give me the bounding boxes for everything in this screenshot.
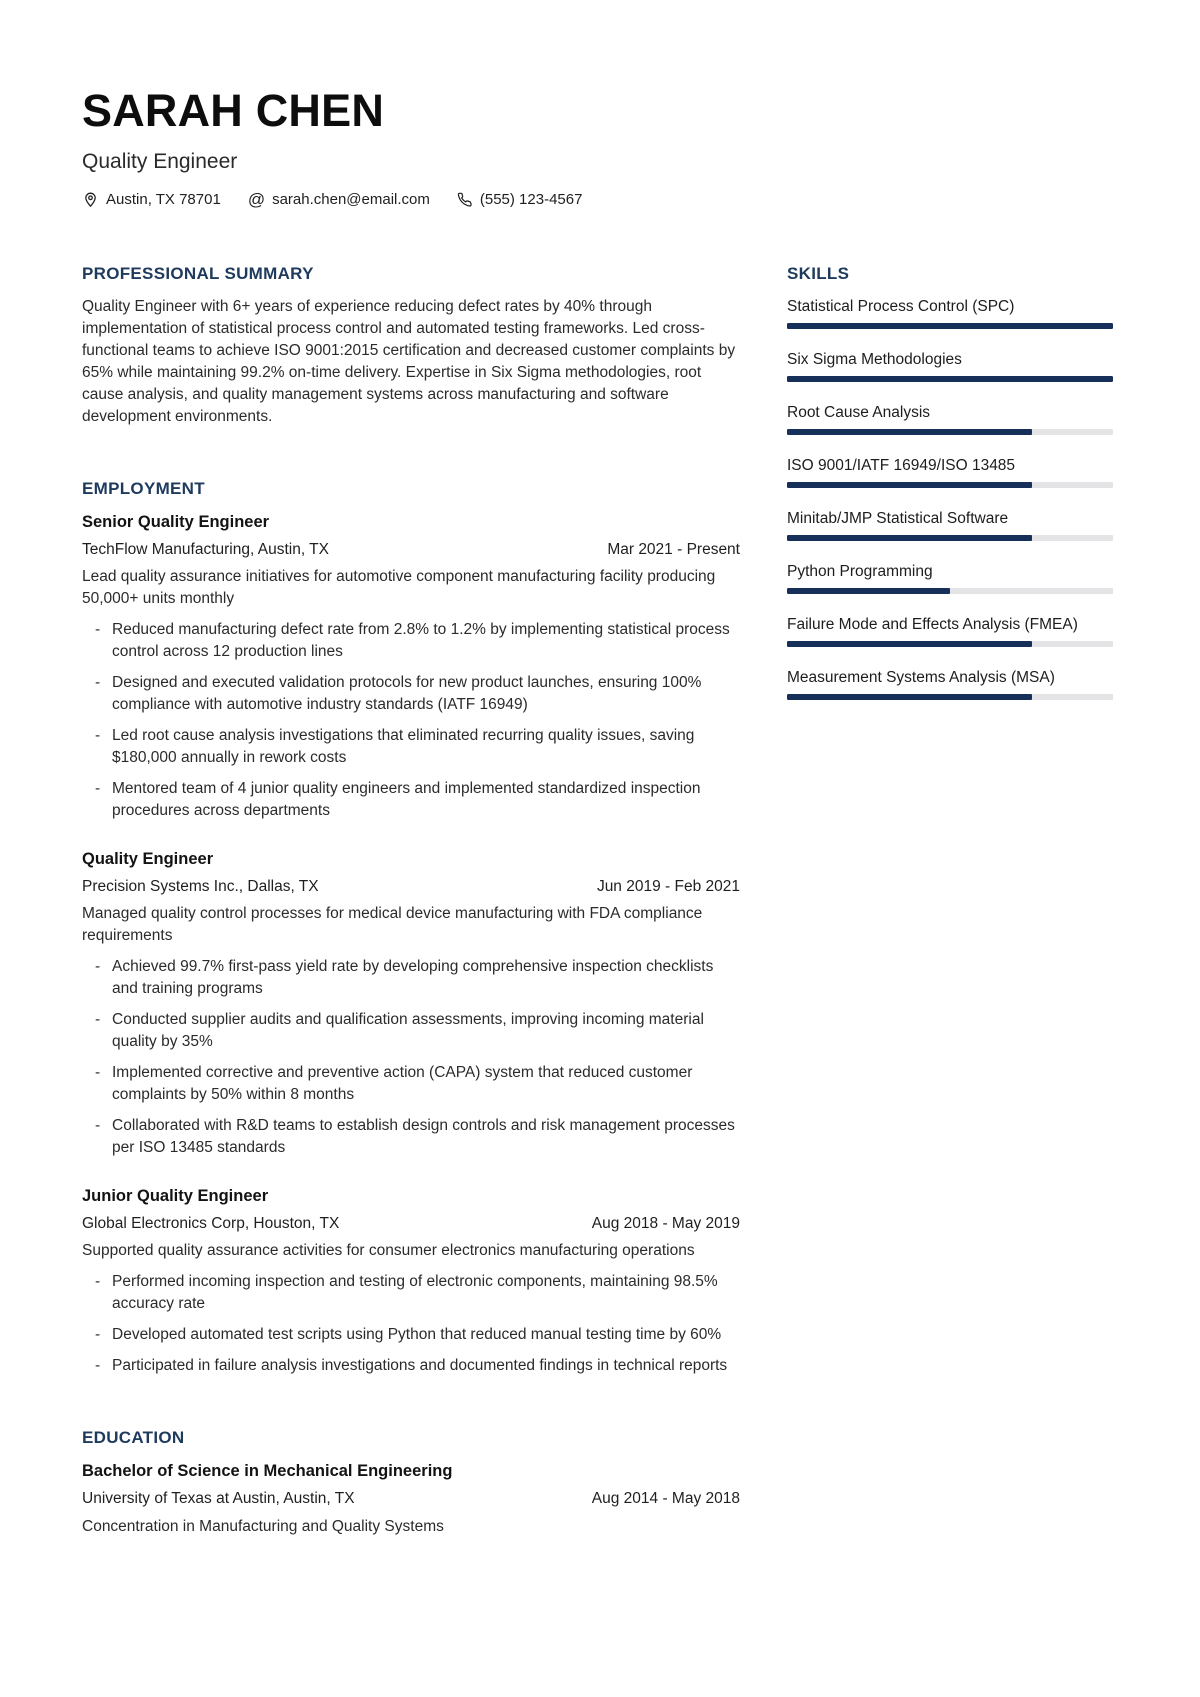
contact-row: [82, 191, 1113, 208]
education-heading: EDUCATION: [82, 1428, 185, 1447]
education-meta-row: [82, 1488, 740, 1510]
phone-icon: [457, 192, 473, 208]
contact-location: [82, 191, 221, 208]
bullet-text: Performed incoming inspection and testing of electronic components, maintaining 98.5% accuracy rate: [112, 1273, 718, 1312]
bullet-dash: -: [95, 727, 101, 744]
skill-bar-fill: [787, 694, 1032, 700]
job-bullet-list: [82, 619, 740, 822]
job-description: Managed quality control processes for medical device manufacturing with FDA compliance requirements: [82, 905, 703, 944]
bullet-text: Achieved 99.7% first-pass yield rate by developing comprehensive inspection checklists and training programs: [112, 958, 714, 997]
skill-item: [787, 508, 1113, 541]
skill-label: Root Cause Analysis: [787, 404, 931, 421]
skill-bar-fill: [787, 588, 950, 594]
education-school: University of Texas at Austin, Austin, TX: [82, 1490, 355, 1507]
bullet-text: Implemented corrective and preventive action (CAPA) system that reduced customer complaints by 50% within 8 months: [112, 1064, 693, 1103]
job-bullet: [82, 1355, 740, 1377]
job-bullet: [82, 956, 740, 1000]
education-note: Concentration in Manufacturing and Quality Systems: [82, 1518, 444, 1535]
job-bullet: [82, 672, 740, 716]
job-dates: Mar 2021 - Present: [607, 541, 740, 558]
skill-bar-track: [787, 376, 1113, 382]
skill-item: [787, 402, 1113, 435]
job-description: Lead quality assurance initiatives for automotive component manufacturing facility producing 50,000+ units monthly: [82, 568, 716, 607]
bullet-dash: -: [95, 1357, 101, 1374]
skill-bar-fill: [787, 429, 1032, 435]
job-bullet: [82, 1271, 740, 1315]
job-bullet: [82, 725, 740, 769]
skill-bar-fill: [787, 482, 1032, 488]
education-dates: Aug 2014 - May 2018: [591, 1490, 740, 1507]
skill-label: Statistical Process Control (SPC): [787, 298, 1015, 315]
job-dates: Aug 2018 - May 2019: [591, 1215, 740, 1232]
job-title: Junior Quality Engineer: [82, 1187, 269, 1205]
skill-bar-track: [787, 482, 1113, 488]
job-bullet: [82, 1115, 740, 1159]
bullet-text: Collaborated with R&D teams to establish design controls and risk management processes per ISO 13485 standards: [112, 1117, 735, 1156]
job-bullet: [82, 1009, 740, 1053]
skill-item: [787, 349, 1113, 382]
bullet-text: Designed and executed validation protocols for new product launches, ensuring 100% compliance with automotive industry standards (IATF 16949): [112, 674, 702, 713]
resume-header: [82, 85, 1113, 209]
bullet-text: Led root cause analysis investigations that eliminated recurring quality issues, saving $180,000 annually in rework costs: [112, 727, 695, 766]
skills-sidebar: [787, 265, 1113, 720]
contact-phone-text: (555) 123-4567: [479, 191, 583, 208]
job-meta-row: [82, 876, 740, 898]
skill-bar-fill: [787, 323, 1113, 329]
skill-bar-track: [787, 641, 1113, 647]
bullet-dash: -: [95, 958, 101, 975]
bullet-dash: -: [95, 1117, 101, 1134]
skill-label: ISO 9001/IATF 16949/ISO 13485: [787, 457, 1016, 474]
bullet-dash: -: [95, 674, 101, 691]
job-entry: [82, 511, 740, 822]
bullet-dash: -: [95, 621, 101, 638]
section-professional-summary: [82, 265, 740, 428]
bullet-text: Participated in failure analysis investigations and documented findings in technical reports: [112, 1357, 728, 1374]
job-company: TechFlow Manufacturing, Austin, TX: [82, 541, 329, 558]
job-meta-row: [82, 539, 740, 561]
job-bullet-list: [82, 1271, 740, 1377]
skill-label: Python Programming: [787, 563, 933, 580]
skill-bar-fill: [787, 641, 1032, 647]
job-company: Precision Systems Inc., Dallas, TX: [82, 878, 319, 895]
bullet-dash: -: [95, 1064, 101, 1081]
skill-label: Minitab/JMP Statistical Software: [787, 510, 1009, 527]
contact-email: [248, 191, 430, 208]
education-degree: Bachelor of Science in Mechanical Engineering: [82, 1462, 453, 1480]
section-education: [82, 1429, 740, 1538]
skills-heading: SKILLS: [787, 264, 850, 283]
skill-label: Failure Mode and Effects Analysis (FMEA): [787, 616, 1078, 633]
bullet-dash: -: [95, 1273, 101, 1290]
skill-bar-track: [787, 694, 1113, 700]
bullet-text: Developed automated test scripts using Python that reduced manual testing time by 60%: [112, 1326, 722, 1343]
bullet-dash: -: [95, 780, 101, 797]
job-bullet: [82, 619, 740, 663]
skill-item: [787, 561, 1113, 594]
job-entry: [82, 848, 740, 1159]
bullet-dash: -: [95, 1011, 101, 1028]
summary-text: Quality Engineer with 6+ years of experience reducing defect rates by 40% through implementation of statistical process control and automated testing frameworks. Led cross-functional teams to achieve ISO 9001:2015 certification and decreased customer complaints by 65% while maintaining 99.2% on-time delivery. Expertise in Six Sigma methodologies, root cause analysis, and quality management systems across manufacturing and software development environments.: [82, 298, 736, 425]
location-pin-icon: [82, 191, 99, 208]
section-employment: [82, 480, 740, 1377]
job-entry: [82, 1185, 740, 1377]
job-title: Senior Quality Engineer: [82, 513, 270, 531]
skill-item: [787, 296, 1113, 329]
skill-item: [787, 614, 1113, 647]
job-bullet: [82, 778, 740, 822]
bullet-text: Mentored team of 4 junior quality engineers and implemented standardized inspection procedures across departments: [112, 780, 701, 819]
contact-location-text: Austin, TX 78701: [106, 191, 221, 208]
skill-bar-track: [787, 588, 1113, 594]
skill-label: Measurement Systems Analysis (MSA): [787, 669, 1055, 686]
skill-item: [787, 667, 1113, 700]
employment-heading: EMPLOYMENT: [82, 479, 205, 498]
bullet-text: Conducted supplier audits and qualification assessments, improving incoming material quality by 35%: [112, 1011, 704, 1050]
job-bullet: [82, 1324, 740, 1346]
job-bullet: [82, 1062, 740, 1106]
skill-bar-fill: [787, 376, 1113, 382]
candidate-title: Quality Engineer: [82, 150, 238, 173]
job-bullet-list: [82, 956, 740, 1159]
job-dates: Jun 2019 - Feb 2021: [596, 878, 740, 895]
bullet-dash: -: [95, 1326, 101, 1343]
main-column: [82, 265, 740, 1538]
at-sign-icon: @: [247, 190, 266, 209]
job-company: Global Electronics Corp, Houston, TX: [82, 1215, 340, 1232]
bullet-text: Reduced manufacturing defect rate from 2.8% to 1.2% by implementing statistical process control across 12 production lines: [112, 621, 730, 660]
candidate-name: SARAH CHEN: [82, 85, 385, 136]
skill-bar-track: [787, 429, 1113, 435]
skill-bar-fill: [787, 535, 1032, 541]
job-title: Quality Engineer: [82, 850, 214, 868]
job-meta-row: [82, 1213, 740, 1235]
skill-item: [787, 455, 1113, 488]
contact-email-text: sarah.chen@email.com: [272, 191, 430, 208]
content-columns: [82, 265, 1113, 1538]
job-description: Supported quality assurance activities for consumer electronics manufacturing operations: [82, 1242, 695, 1259]
skill-bar-track: [787, 323, 1113, 329]
skill-label: Six Sigma Methodologies: [787, 351, 962, 368]
skill-bar-track: [787, 535, 1113, 541]
summary-heading: PROFESSIONAL SUMMARY: [82, 264, 314, 283]
contact-phone: [457, 191, 583, 208]
